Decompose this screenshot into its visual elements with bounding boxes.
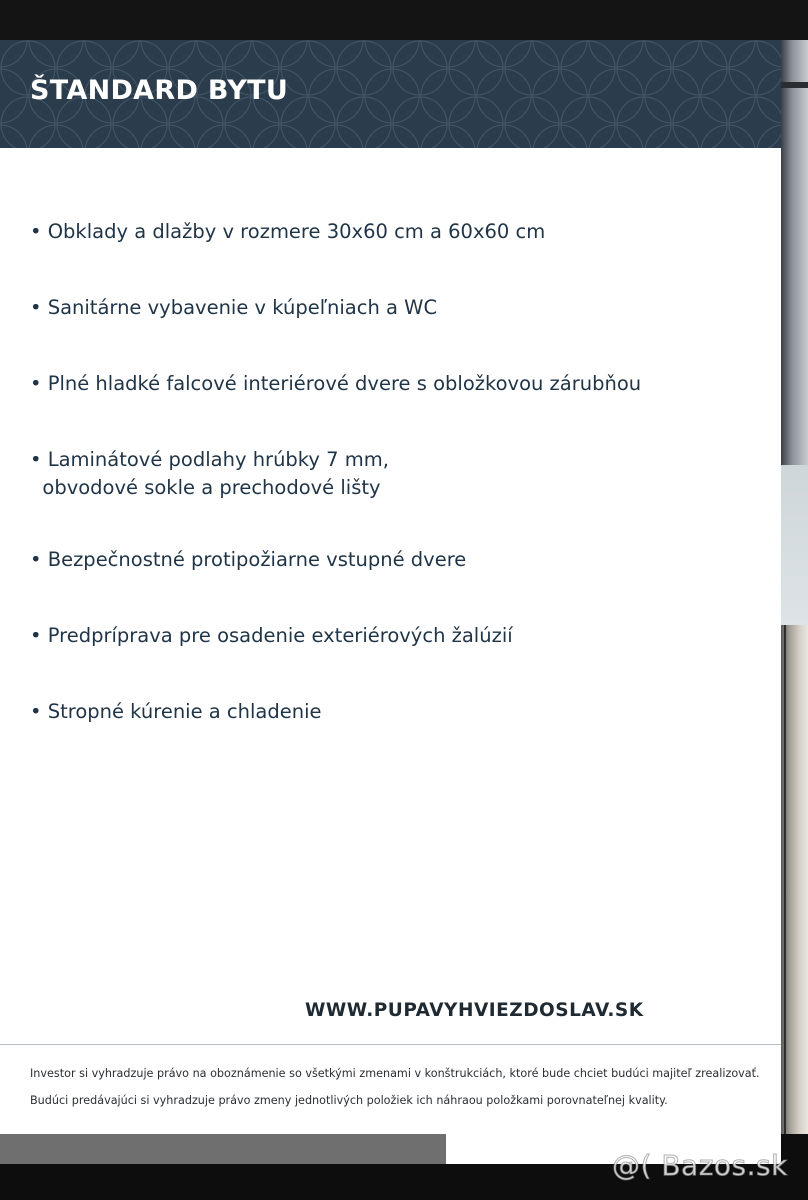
feature-item-floors: • Laminátové podlahy hrúbky 7 mm, obvodové sokle a prechodové lišty	[30, 448, 389, 499]
website-link[interactable]: WWW.PUPAVYHVIEZDOSLAV.SK	[305, 1000, 644, 1021]
disclaimer-line-1: Investor si vyhradzuje právo na oboznámenie so všetkými zmenami v konštrukciách, ktoré bude chciet budúci majiteľ zrealizovať.	[30, 1067, 760, 1080]
content-panel	[0, 148, 781, 1042]
feature-item-sanitary: • Sanitárne vybavenie v kúpeľniach a WC	[30, 296, 438, 319]
feature-item-doors: • Plné hladké falcové interiérové dvere s obložkovou zárubňou	[30, 372, 642, 395]
header-band	[0, 40, 781, 148]
feature-item-entrance-door: • Bezpečnostné protipožiarne vstupné dvere	[30, 548, 467, 571]
feature-item-heating: • Stropné kúrenie a chladenie	[30, 700, 322, 723]
side-photo-strip	[781, 40, 808, 1162]
top-black-bar	[0, 0, 808, 40]
footer-divider	[0, 1044, 781, 1045]
footer	[0, 1042, 781, 1134]
feature-item-tiles: • Obklady a dlažby v rozmere 30x60 cm a 60x60 cm	[30, 220, 546, 243]
gray-block	[0, 1134, 446, 1164]
watermark-logo: @( Bazos.sk	[612, 1149, 788, 1182]
page-title: ŠTANDARD BYTU	[30, 75, 289, 106]
disclaimer-line-2: Budúci predávajúci si vyhradzuje právo zmeny jednotlivých položiek ich náhraou položkami porovnateľnej kvality.	[30, 1094, 668, 1107]
feature-item-blinds: • Predpríprava pre osadenie exteriérových žalúzií	[30, 624, 513, 647]
